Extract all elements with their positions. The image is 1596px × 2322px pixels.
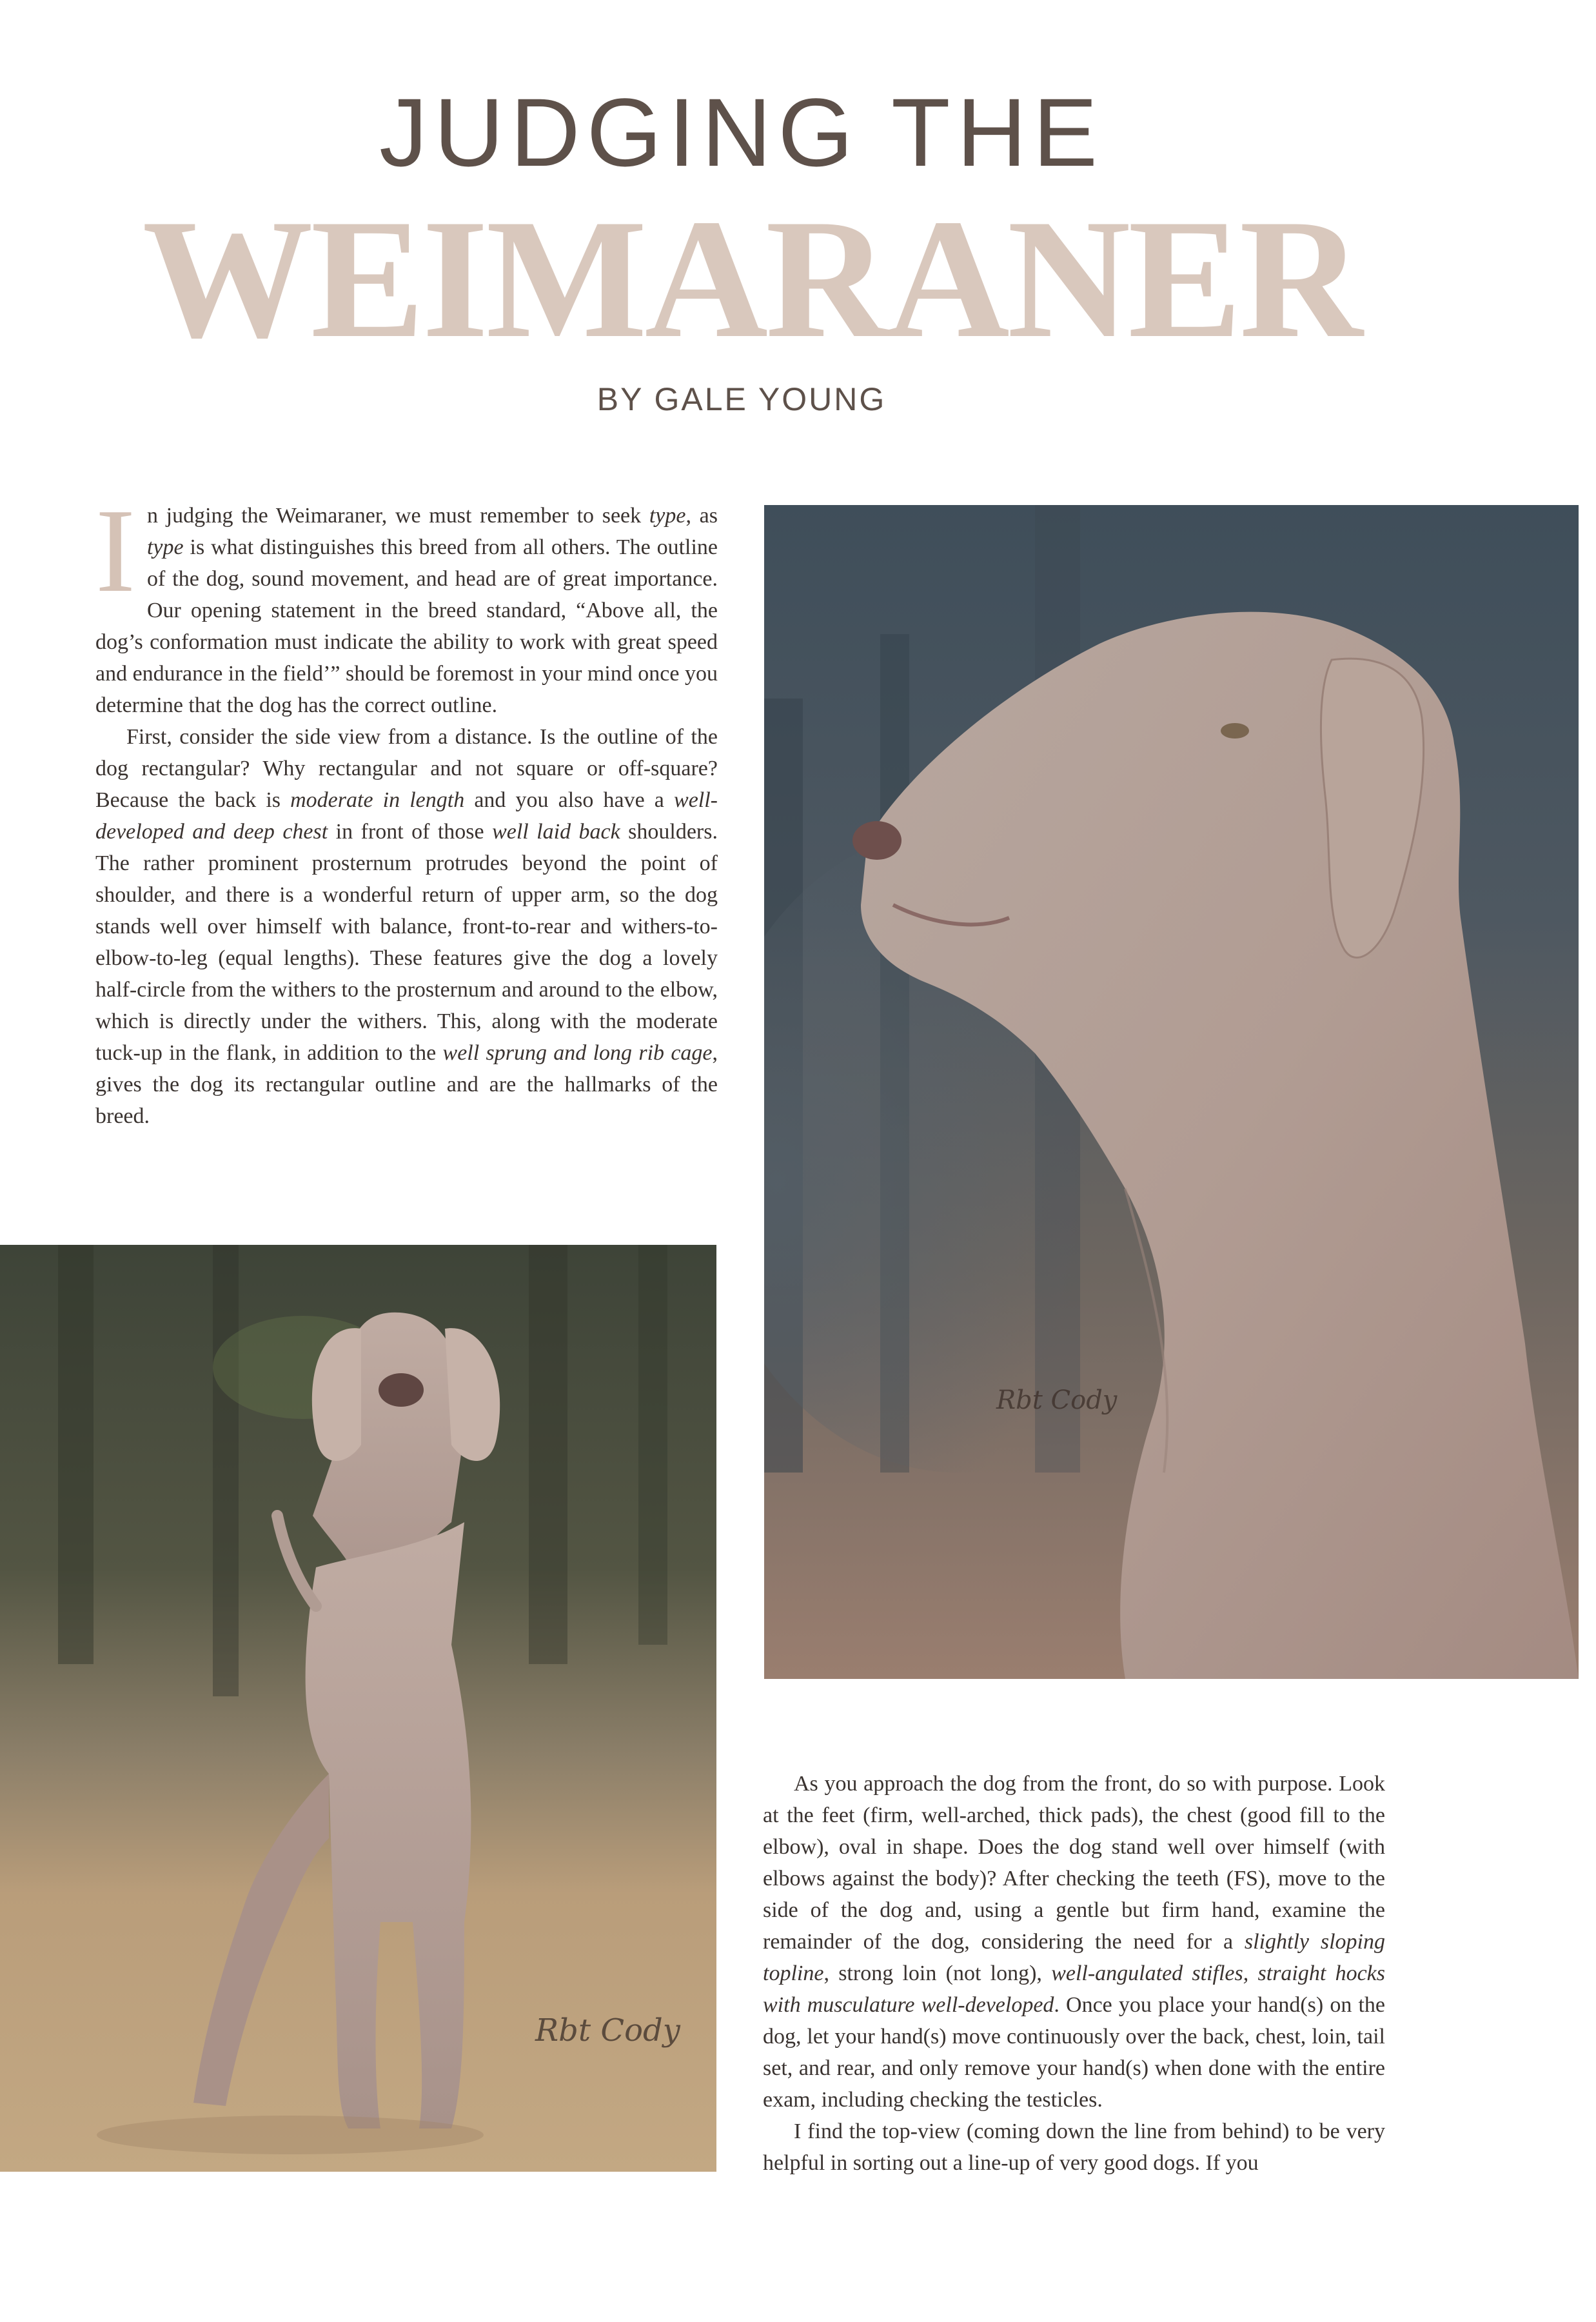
- paragraph-1: In judging the Weimaraner, we must remember to seek type, as type is what distinguishes this breed from all others. The outline of the dog, sound movement, and head are of great importance. Our opening statement in the breed standard, “Above all, the dog’s conformation must indicate the ability to work with great speed and endurance in the field’” should be foremost in your mind once you determine that the dog has the correct outline.: [95, 484, 718, 717]
- drop-cap: I: [95, 484, 135, 617]
- article-column-left: [95, 484, 718, 1132]
- paragraph-2: First, consider the side view from a distance. Is the outline of the dog rectangular? Why rectangular and not square or off-square? Because the back is moderate in length and you also have a well-developed and deep chest in front of those well laid back shoulders. The rather prominent prosternum protrudes beyond the point of shoulder, and there is a wonderful return of upper arm, so the dog stands well over himself with balance, front-to-rear and withers-to-elbow-to-leg (equal lengths). These features give the dog a lovely half-circle from the withers to the prosternum and around to the elbow, which is directly under the withers. This, along with the moderate tuck-up in the flank, in addition to the well sprung and long rib cage, gives the dog its rectangular outline and are the hallmarks of the breed.: [95, 725, 718, 1128]
- weimaraner-standing-photo: [0, 1245, 716, 2172]
- paragraph-4: I find the top-view (coming down the line from behind) to be very helpful in sorting out a line-up of very good dogs. If you: [763, 2119, 1385, 2175]
- photographer-signature: Rbt Cody: [996, 1385, 1118, 1415]
- headline-title: WEIMARANER: [142, 184, 1361, 373]
- byline: BY GALE YOUNG: [596, 381, 887, 417]
- article-column-right: [763, 1768, 1385, 2179]
- weimaraner-portrait-photo: [764, 505, 1579, 1679]
- paragraph-3: As you approach the dog from the front, do so with purpose. Look at the feet (firm, well-arched, thick pads), the chest (good fill to the elbow), oval in shape. Does the dog stand well over himself (with elbows against the body)? After checking the teeth (FS), move to the side of the dog and, using a gentle but firm hand, examine the remainder of the dog, considering the need for a slightly sloping topline, strong loin (not long), well-angulated stifles, straight hocks with musculature well-developed. Once you place your hand(s) on the dog, let your hand(s) move continuously over the back, chest, loin, tail set, and rear, and only remove your hand(s) when done with the entire exam, including checking the testicles.: [763, 1772, 1385, 2112]
- headline-kicker: JUDGING THE: [379, 78, 1104, 186]
- photographer-signature: Rbt Cody: [535, 2012, 680, 2049]
